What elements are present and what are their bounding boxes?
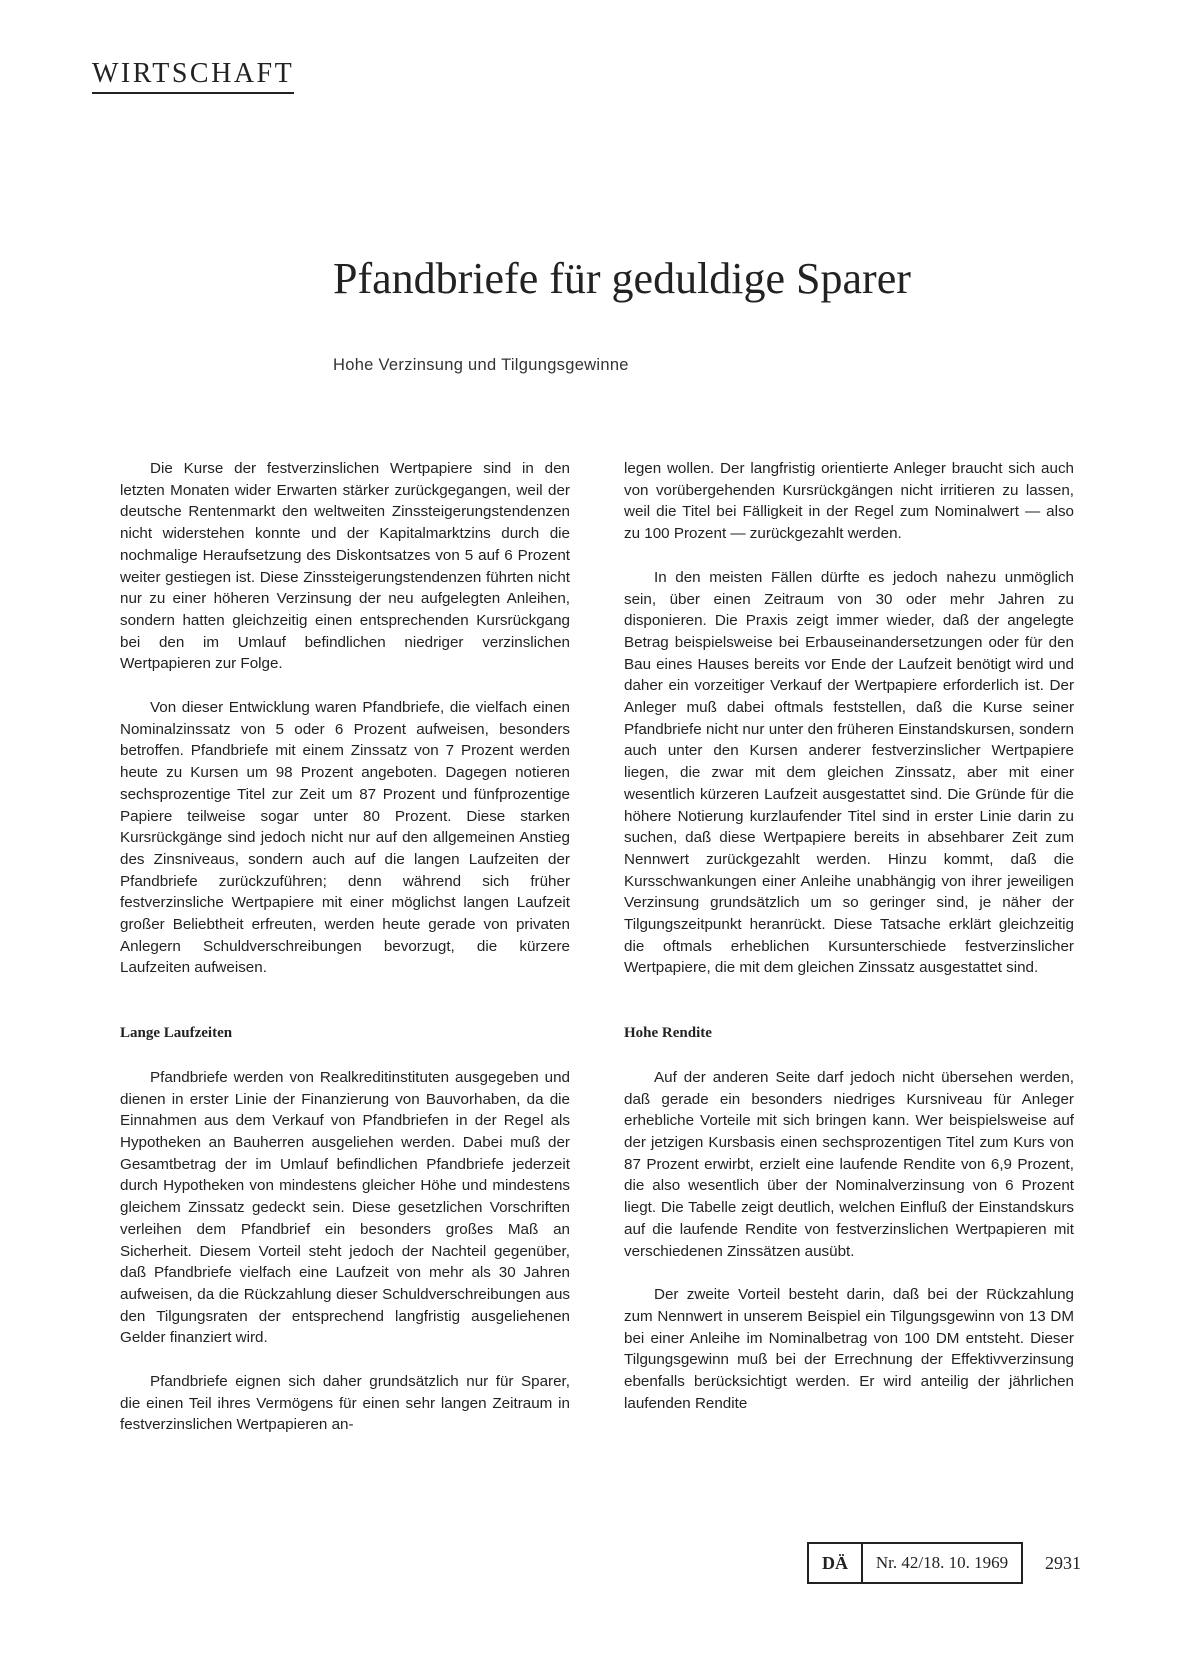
left-column <box>120 458 570 1436</box>
paragraph: In den meisten Fällen dürfte es jedoch nahezu unmöglich sein, über einen Zeitraum von 30 oder mehr Jahren zu disponieren. Die Praxis zeigt immer wieder, daß der angelegte Betrag beispielsweise bei Erbauseinandersetzungen oder für den Bau eines Hauses bereits vor Ende der Laufzeit benötigt wird und daher ein vorzeitiger Verkauf der Wertpapiere erforderlich ist. Der Anleger muß dabei oftmals feststellen, daß die Kurse seiner Pfandbriefe nicht nur unter den früheren Einstandskursen, sondern auch unter den Kursen anderer festverzinslicher Wertpapiere liegen, die zwar mit dem gleichen Zinssatz, aber mit einer wesentlich kürzeren Laufzeit ausgestattet sind. Die Gründe für die höhere Notierung kurzlaufender Titel sind in erster Linie darin zu suchen, daß diese Wertpapiere bereits in absehbarer Zeit zum Nennwert zurückgezahlt werden. Hinzu kommt, daß die Kursschwankungen einer Anleihe unabhängig von ihrer jeweiligen Verzinsung grundsätzlich um so geringer sind, je näher der Tilgungszeitpunkt heranrückt. Diese Tatsache erklärt gleichzeitig die oftmals erheblichen Kursunterschiede festverzinslicher Wertpapiere, die mit dem gleichen Zinssatz ausgestattet sind. <box>624 568 1074 977</box>
section-heading: Lange Laufzeiten <box>120 1025 233 1042</box>
section-heading: Hohe Rendite <box>624 1025 712 1042</box>
paragraph: Die Kurse der festverzinslichen Wertpapiere sind in den letzten Monaten wider Erwarten stärker zurückgegangen, weil der deutsche Rentenmarkt den weltweiten Zinssteigerungstendenzen nicht widerstehen konnte und der Kapitalmarktzins durch die nochmalige Heraufsetzung des Diskontsatzes von 5 auf 6 Prozent weiter gestiegen ist. Diese Zinssteigerungstendenzen führten nicht nur zu einer höheren Verzinsung der neu aufgelegten Anleihen, sondern hatten gleichzeitig einen entsprechenden Kursrückgang bei den im Umlauf befindlichen niedriger verzinslichen Wertpapieren zur Folge. <box>120 460 570 673</box>
article-title: Pfandbriefe für geduldige Sparer <box>333 254 911 303</box>
page-number: 2931 <box>1045 1552 1081 1573</box>
journal-badge <box>807 1542 1023 1584</box>
paragraph: Von dieser Entwicklung waren Pfandbriefe, die vielfach einen Nominalzinssatz von 5 oder 6 Prozent aufweisen, besonders betroffen. Pfandbriefe mit einem Zinssatz von 7 Prozent werden heute zu Kursen um 98 Prozent angeboten. Dagegen notieren sechsprozentige Titel zur Zeit um 87 Prozent und fünfprozentige Papiere teilweise sogar unter 80 Prozent. Diese starken Kursrückgänge sind jedoch nicht nur auf den allgemeinen Anstieg des Zinsniveaus, sondern auch auf die langen Laufzeiten der Pfandbriefe zurückzuführen; denn während sich früher festverzinsliche Wertpapiere mit einer möglichst langen Laufzeit großer Beliebtheit erfreuten, werden heute gerade von privaten Anlegern Schuldverschreibungen bevorzugt, die kürzere Laufzeiten aufweisen. <box>120 699 570 977</box>
right-column <box>624 458 1074 1414</box>
paragraph: Pfandbriefe werden von Realkreditinstituten ausgegeben und dienen in erster Linie der Finanzierung von Bauvorhaben, da die Einnahmen aus dem Verkauf von Pfandbriefen in der Regel als Hypotheken an Bauherren ausgeliehen werden. Dabei muß der Gesamtbetrag der im Umlauf befindlichen Pfandbriefe jederzeit durch Hypotheken von mindestens gleicher Höhe und mindestens gleichem Zinssatz gedeckt sein. Diese gesetzlichen Vorschriften verleihen dem Pfandbrief ein besonders großes Maß an Sicherheit. Diesem Vorteil steht jedoch der Nachteil gegenüber, daß Pfandbriefe vielfach eine Laufzeit von mehr als 30 Jahren aufweisen, da die Rückzahlung dieser Schuldverschreibungen aus den Tilgungsraten der entsprechend langfristig ausgeliehenen Gelder finanziert wird. <box>120 1068 570 1347</box>
section-label: WIRTSCHAFT <box>92 60 294 94</box>
page-footer <box>807 1542 1081 1584</box>
paragraph: Pfandbriefe eignen sich daher grundsätzlich nur für Sparer, die einen Teil ihres Vermögens für einen sehr langen Zeitraum in festverzinslichen Wertpapieren an- <box>120 1373 570 1434</box>
article-subtitle: Hohe Verzinsung und Tilgungsgewinne <box>333 356 629 374</box>
paragraph: Der zweite Vorteil besteht darin, daß bei der Rückzahlung zum Nennwert in unserem Beispiel ein Tilgungsgewinn von 13 DM bei einer Anleihe im Nominalbetrag von 100 DM entsteht. Dieser Tilgungsgewinn muß bei der Errechnung der Effektivverzinsung ebenfalls berücksichtigt werden. Er wird anteilig der jährlichen laufenden Rendite <box>624 1286 1074 1412</box>
issue-info: Nr. 42/18. 10. 1969 <box>875 1553 1009 1572</box>
journal-logo: DÄ <box>809 1544 863 1582</box>
paragraph: legen wollen. Der langfristig orientierte Anleger braucht sich auch von vorübergehenden Kursrückgängen nicht irritieren zu lassen, weil die Titel bei Fälligkeit in der Regel zum Nominalwert — also zu 100 Prozent — zurückgezahlt werden. <box>624 460 1074 543</box>
paragraph: Auf der anderen Seite darf jedoch nicht übersehen werden, daß gerade ein besonders niedriges Kursniveau für Anleger erhebliche Vorteile mit sich bringen kann. Wer beispielsweise auf der jetzigen Kursbasis einen sechsprozentigen Titel zum Kurs von 87 Prozent erwirbt, erzielt eine laufende Rendite von 6,9 Prozent, die also wesentlich über der Nominalverzinsung von 6 Prozent liegt. Die Tabelle zeigt deutlich, welchen Einfluß der Einstandskurs auf die laufende Rendite von festverzinslichen Wertpapieren mit verschiedenen Zinssätzen ausübt. <box>624 1068 1074 1260</box>
